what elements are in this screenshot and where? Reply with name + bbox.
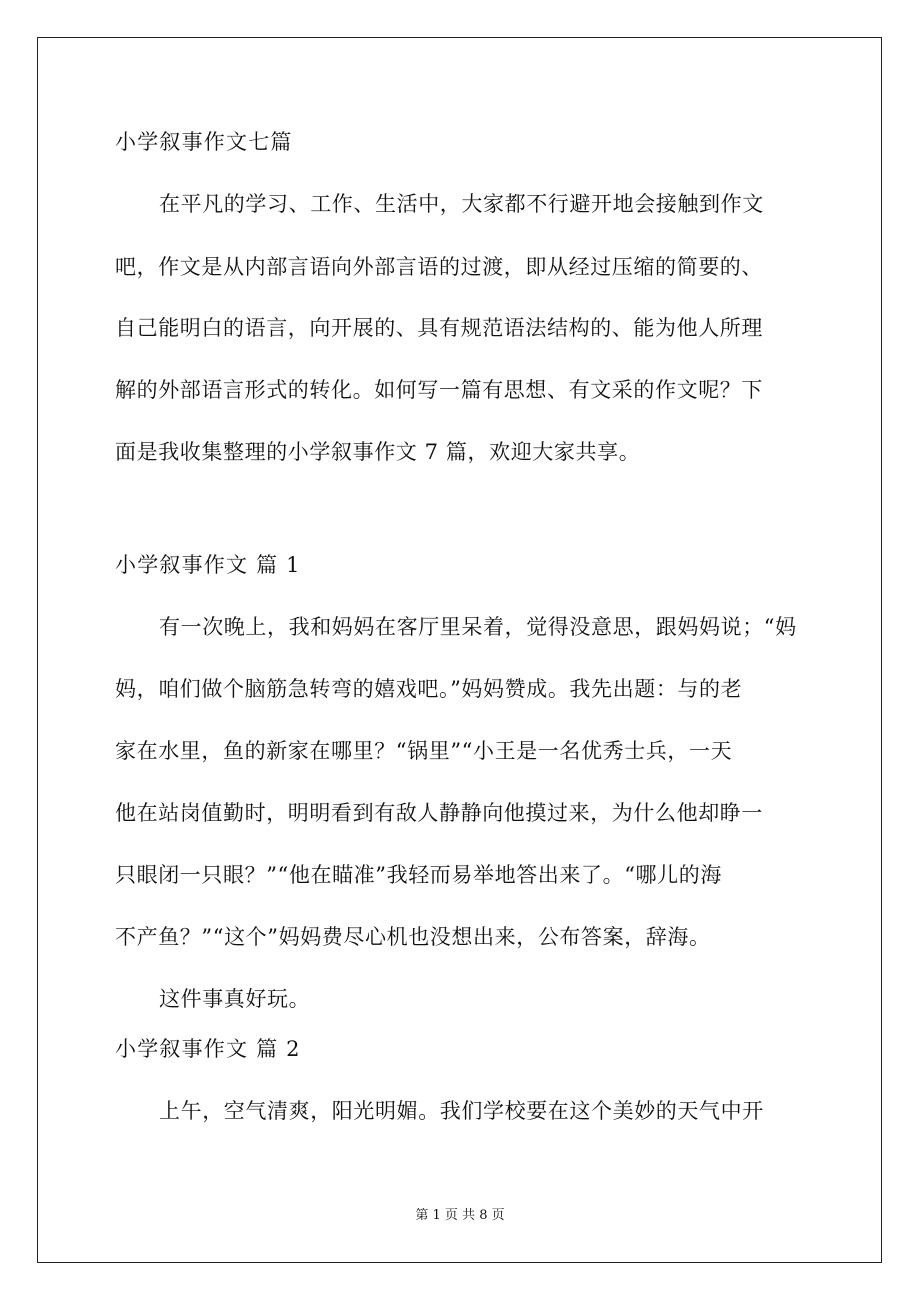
page-border xyxy=(37,37,882,1263)
paragraph-line: 只眼闭一只眼？”“他在瞄准”我轻而易举地答出来了。“哪儿的海 xyxy=(115,863,722,887)
section-heading: 小学叙事作文 篇 1 xyxy=(115,553,301,577)
page-number: 第 1 页 共 8 页 xyxy=(415,1208,505,1223)
paragraph-line: 他在站岗值勤时，明明看到有敌人静静向他摸过来，为什么他却睁一 xyxy=(115,801,763,825)
paragraph-line: 上午，空气清爽，阳光明媚。我们学校要在这个美妙的天气中开 xyxy=(159,1099,764,1123)
paragraph-line: 不产鱼？”“这个”妈妈费尽心机也没想出来，公布答案，辞海。 xyxy=(115,925,711,949)
section-heading: 小学叙事作文 篇 2 xyxy=(115,1037,301,1061)
intro-line: 自己能明白的语言，向开展的、具有规范语法结构的、能为他人所理 xyxy=(115,316,763,340)
intro-line: 解的外部语言形式的转化。如何写一篇有思想、有文采的作文呢？下 xyxy=(115,378,763,402)
intro-line: 在平凡的学习、工作、生活中，大家都不行避开地会接触到作文 xyxy=(159,192,764,216)
paragraph-line: 有一次晚上，我和妈妈在客厅里呆着，觉得没意思，跟妈妈说；“妈 xyxy=(159,615,797,639)
paragraph-line: 妈，咱们做个脑筋急转弯的嬉戏吧。”妈妈赞成。我先出题：与的老 xyxy=(115,677,743,701)
intro-line: 面是我收集整理的小学叙事作文 7 篇，欢迎大家共享。 xyxy=(115,440,641,464)
document-title: 小学叙事作文七篇 xyxy=(115,130,293,154)
paragraph-line: 家在水里，鱼的新家在哪里？“锅里”“小王是一名优秀士兵，一天 xyxy=(115,739,733,763)
paragraph-line: 这件事真好玩。 xyxy=(159,987,311,1011)
intro-line: 吧，作文是从内部言语向外部言语的过渡，即从经过压缩的简要的、 xyxy=(115,255,763,279)
